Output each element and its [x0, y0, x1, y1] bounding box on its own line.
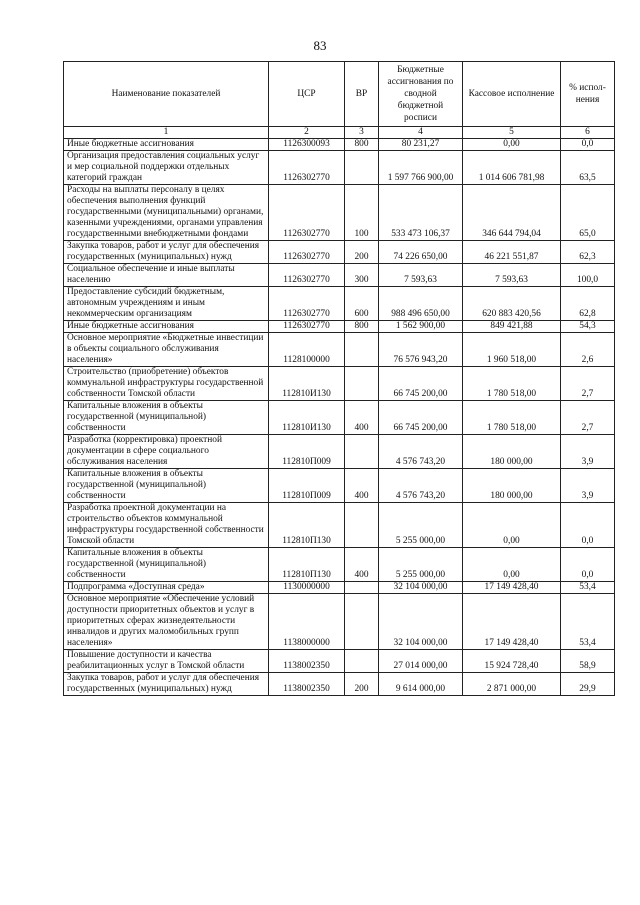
header-csr: ЦСР	[269, 62, 345, 127]
header-cash-execution: Кассовое исполнение	[463, 62, 561, 127]
row-assignment-cell: 74 226 650,00	[379, 241, 463, 264]
row-name-cell: Предоставление субсидий бюджетным, автономным учреждениям и иным некоммерческим организациям	[64, 287, 269, 321]
row-vr-cell	[345, 594, 379, 650]
row-csr-cell: 112810И130	[269, 401, 345, 435]
row-assignment-cell: 1 597 766 900,00	[379, 151, 463, 185]
row-percent-cell: 100,0	[561, 264, 615, 287]
row-cash-cell: 2 871 000,00	[463, 673, 561, 696]
table-row	[64, 333, 615, 367]
row-assignment-cell: 32 104 000,00	[379, 582, 463, 594]
row-assignment-cell: 9 614 000,00	[379, 673, 463, 696]
table-row	[64, 241, 615, 264]
row-cash-cell: 17 149 428,40	[463, 582, 561, 594]
table-row	[64, 548, 615, 582]
row-assignment-cell: 5 255 000,00	[379, 548, 463, 582]
row-csr-cell: 1126302770	[269, 151, 345, 185]
row-vr-cell: 800	[345, 139, 379, 151]
table-row	[64, 594, 615, 650]
column-number-row	[64, 127, 615, 139]
budget-execution-table	[63, 61, 615, 696]
header-assignments: Бюджетные ассигнования по сводной бюджетной росписи	[379, 62, 463, 127]
row-name-cell: Разработка проектной документации на строительство объектов коммунальной инфраструктуры государственной собственности Томской области	[64, 503, 269, 548]
row-name-cell: Расходы на выплаты персоналу в целях обеспечения выполнения функций государственными (муниципальными) органами, казенными учреждениями, органами управления государственными внебюджетными фондами	[64, 185, 269, 241]
row-assignment-cell: 1 562 900,00	[379, 321, 463, 333]
row-assignment-cell: 27 014 000,00	[379, 650, 463, 673]
row-vr-cell	[345, 435, 379, 469]
row-percent-cell: 62,3	[561, 241, 615, 264]
row-percent-cell: 3,9	[561, 435, 615, 469]
row-cash-cell: 180 000,00	[463, 469, 561, 503]
row-csr-cell: 1130000000	[269, 582, 345, 594]
row-vr-cell: 600	[345, 287, 379, 321]
row-percent-cell: 3,9	[561, 469, 615, 503]
row-assignment-cell: 32 104 000,00	[379, 594, 463, 650]
row-name-cell: Подпрограмма «Доступная среда»	[64, 582, 269, 594]
row-percent-cell: 54,3	[561, 321, 615, 333]
table-row	[64, 367, 615, 401]
row-cash-cell: 849 421,88	[463, 321, 561, 333]
table-row	[64, 503, 615, 548]
header-vr: ВР	[345, 62, 379, 127]
row-cash-cell: 0,00	[463, 503, 561, 548]
table-row	[64, 321, 615, 333]
row-name-cell: Капитальные вложения в объекты государственной (муниципальной) собственности	[64, 548, 269, 582]
row-name-cell: Повышение доступности и качества реабилитационных услуг в Томской области	[64, 650, 269, 673]
table-row	[64, 185, 615, 241]
row-vr-cell: 200	[345, 673, 379, 696]
row-vr-cell	[345, 582, 379, 594]
row-csr-cell: 112810П130	[269, 503, 345, 548]
table-row	[64, 264, 615, 287]
row-percent-cell: 0,0	[561, 139, 615, 151]
row-csr-cell: 1138002350	[269, 673, 345, 696]
row-name-cell: Организация предоставления социальных услуг и мер социальной поддержки отдельных категорий граждан	[64, 151, 269, 185]
row-cash-cell: 346 644 794,04	[463, 185, 561, 241]
row-csr-cell: 112810П009	[269, 435, 345, 469]
row-percent-cell: 2,6	[561, 333, 615, 367]
row-csr-cell: 1126302770	[269, 185, 345, 241]
row-csr-cell: 1126302770	[269, 321, 345, 333]
header-name: Наименование показателей	[64, 62, 269, 127]
page-number: 83	[313, 38, 327, 53]
table-row	[64, 582, 615, 594]
row-percent-cell: 58,9	[561, 650, 615, 673]
row-percent-cell: 29,9	[561, 673, 615, 696]
row-percent-cell: 65,0	[561, 185, 615, 241]
column-number: 2	[269, 127, 345, 139]
row-vr-cell	[345, 650, 379, 673]
row-csr-cell: 1126302770	[269, 241, 345, 264]
row-vr-cell: 400	[345, 548, 379, 582]
column-number: 5	[463, 127, 561, 139]
row-csr-cell: 1128100000	[269, 333, 345, 367]
row-assignment-cell: 5 255 000,00	[379, 503, 463, 548]
row-cash-cell: 7 593,63	[463, 264, 561, 287]
row-percent-cell: 0,0	[561, 548, 615, 582]
row-vr-cell	[345, 367, 379, 401]
row-cash-cell: 1 780 518,00	[463, 367, 561, 401]
row-cash-cell: 620 883 420,56	[463, 287, 561, 321]
row-percent-cell: 53,4	[561, 594, 615, 650]
row-csr-cell: 112810И130	[269, 367, 345, 401]
table-body	[64, 139, 615, 696]
row-percent-cell: 62,8	[561, 287, 615, 321]
row-percent-cell: 53,4	[561, 582, 615, 594]
row-assignment-cell: 66 745 200,00	[379, 367, 463, 401]
row-name-cell: Закупка товаров, работ и услуг для обеспечения государственных (муниципальных) нужд	[64, 673, 269, 696]
table-row	[64, 469, 615, 503]
row-assignment-cell: 533 473 106,37	[379, 185, 463, 241]
row-name-cell: Основное мероприятие «Обеспечение условий доступности приоритетных объектов и услуг в приоритетных сферах жизнедеятельности инвалидов и других маломобильных групп населения»	[64, 594, 269, 650]
table-row	[64, 401, 615, 435]
row-vr-cell: 400	[345, 401, 379, 435]
row-vr-cell	[345, 503, 379, 548]
row-percent-cell: 0,0	[561, 503, 615, 548]
table-row	[64, 139, 615, 151]
row-name-cell: Капитальные вложения в объекты государственной (муниципальной) собственности	[64, 469, 269, 503]
row-vr-cell	[345, 333, 379, 367]
row-vr-cell	[345, 151, 379, 185]
row-csr-cell: 1138000000	[269, 594, 345, 650]
table-row	[64, 650, 615, 673]
header-row	[64, 62, 615, 127]
row-name-cell: Капитальные вложения в объекты государственной (муниципальной) собственности	[64, 401, 269, 435]
row-name-cell: Иные бюджетные ассигнования	[64, 139, 269, 151]
row-assignment-cell: 76 576 943,20	[379, 333, 463, 367]
row-csr-cell: 112810П009	[269, 469, 345, 503]
table-row	[64, 435, 615, 469]
column-number: 3	[345, 127, 379, 139]
table-row	[64, 673, 615, 696]
row-cash-cell: 1 780 518,00	[463, 401, 561, 435]
row-cash-cell: 46 221 551,87	[463, 241, 561, 264]
table-row	[64, 151, 615, 185]
row-percent-cell: 63,5	[561, 151, 615, 185]
row-vr-cell: 400	[345, 469, 379, 503]
row-csr-cell: 1126302770	[269, 287, 345, 321]
row-cash-cell: 1 960 518,00	[463, 333, 561, 367]
row-csr-cell: 1126302770	[269, 264, 345, 287]
row-cash-cell: 15 924 728,40	[463, 650, 561, 673]
row-cash-cell: 0,00	[463, 548, 561, 582]
row-assignment-cell: 988 496 650,00	[379, 287, 463, 321]
row-assignment-cell: 66 745 200,00	[379, 401, 463, 435]
row-vr-cell: 300	[345, 264, 379, 287]
header-percent: % испол-нения	[561, 62, 615, 127]
row-percent-cell: 2,7	[561, 401, 615, 435]
row-name-cell: Разработка (корректировка) проектной документации в сфере социального обслуживания населения	[64, 435, 269, 469]
column-number: 6	[561, 127, 615, 139]
row-vr-cell: 100	[345, 185, 379, 241]
row-vr-cell: 200	[345, 241, 379, 264]
row-assignment-cell: 7 593,63	[379, 264, 463, 287]
row-vr-cell: 800	[345, 321, 379, 333]
row-percent-cell: 2,7	[561, 367, 615, 401]
row-name-cell: Закупка товаров, работ и услуг для обеспечения государственных (муниципальных) нужд	[64, 241, 269, 264]
row-assignment-cell: 4 576 743,20	[379, 435, 463, 469]
row-csr-cell: 1138002350	[269, 650, 345, 673]
column-number: 4	[379, 127, 463, 139]
column-number: 1	[64, 127, 269, 139]
row-name-cell: Социальное обеспечение и иные выплаты населению	[64, 264, 269, 287]
row-name-cell: Строительство (приобретение) объектов коммунальной инфраструктуры государственной собственности Томской области	[64, 367, 269, 401]
row-csr-cell: 112810П130	[269, 548, 345, 582]
row-cash-cell: 180 000,00	[463, 435, 561, 469]
row-cash-cell: 17 149 428,40	[463, 594, 561, 650]
table-row	[64, 287, 615, 321]
row-assignment-cell: 80 231,27	[379, 139, 463, 151]
row-cash-cell: 0,00	[463, 139, 561, 151]
row-name-cell: Основное мероприятие «Бюджетные инвестиции в объекты социального обслуживания населения»	[64, 333, 269, 367]
row-cash-cell: 1 014 606 781,98	[463, 151, 561, 185]
row-name-cell: Иные бюджетные ассигнования	[64, 321, 269, 333]
row-assignment-cell: 4 576 743,20	[379, 469, 463, 503]
row-csr-cell: 1126300093	[269, 139, 345, 151]
